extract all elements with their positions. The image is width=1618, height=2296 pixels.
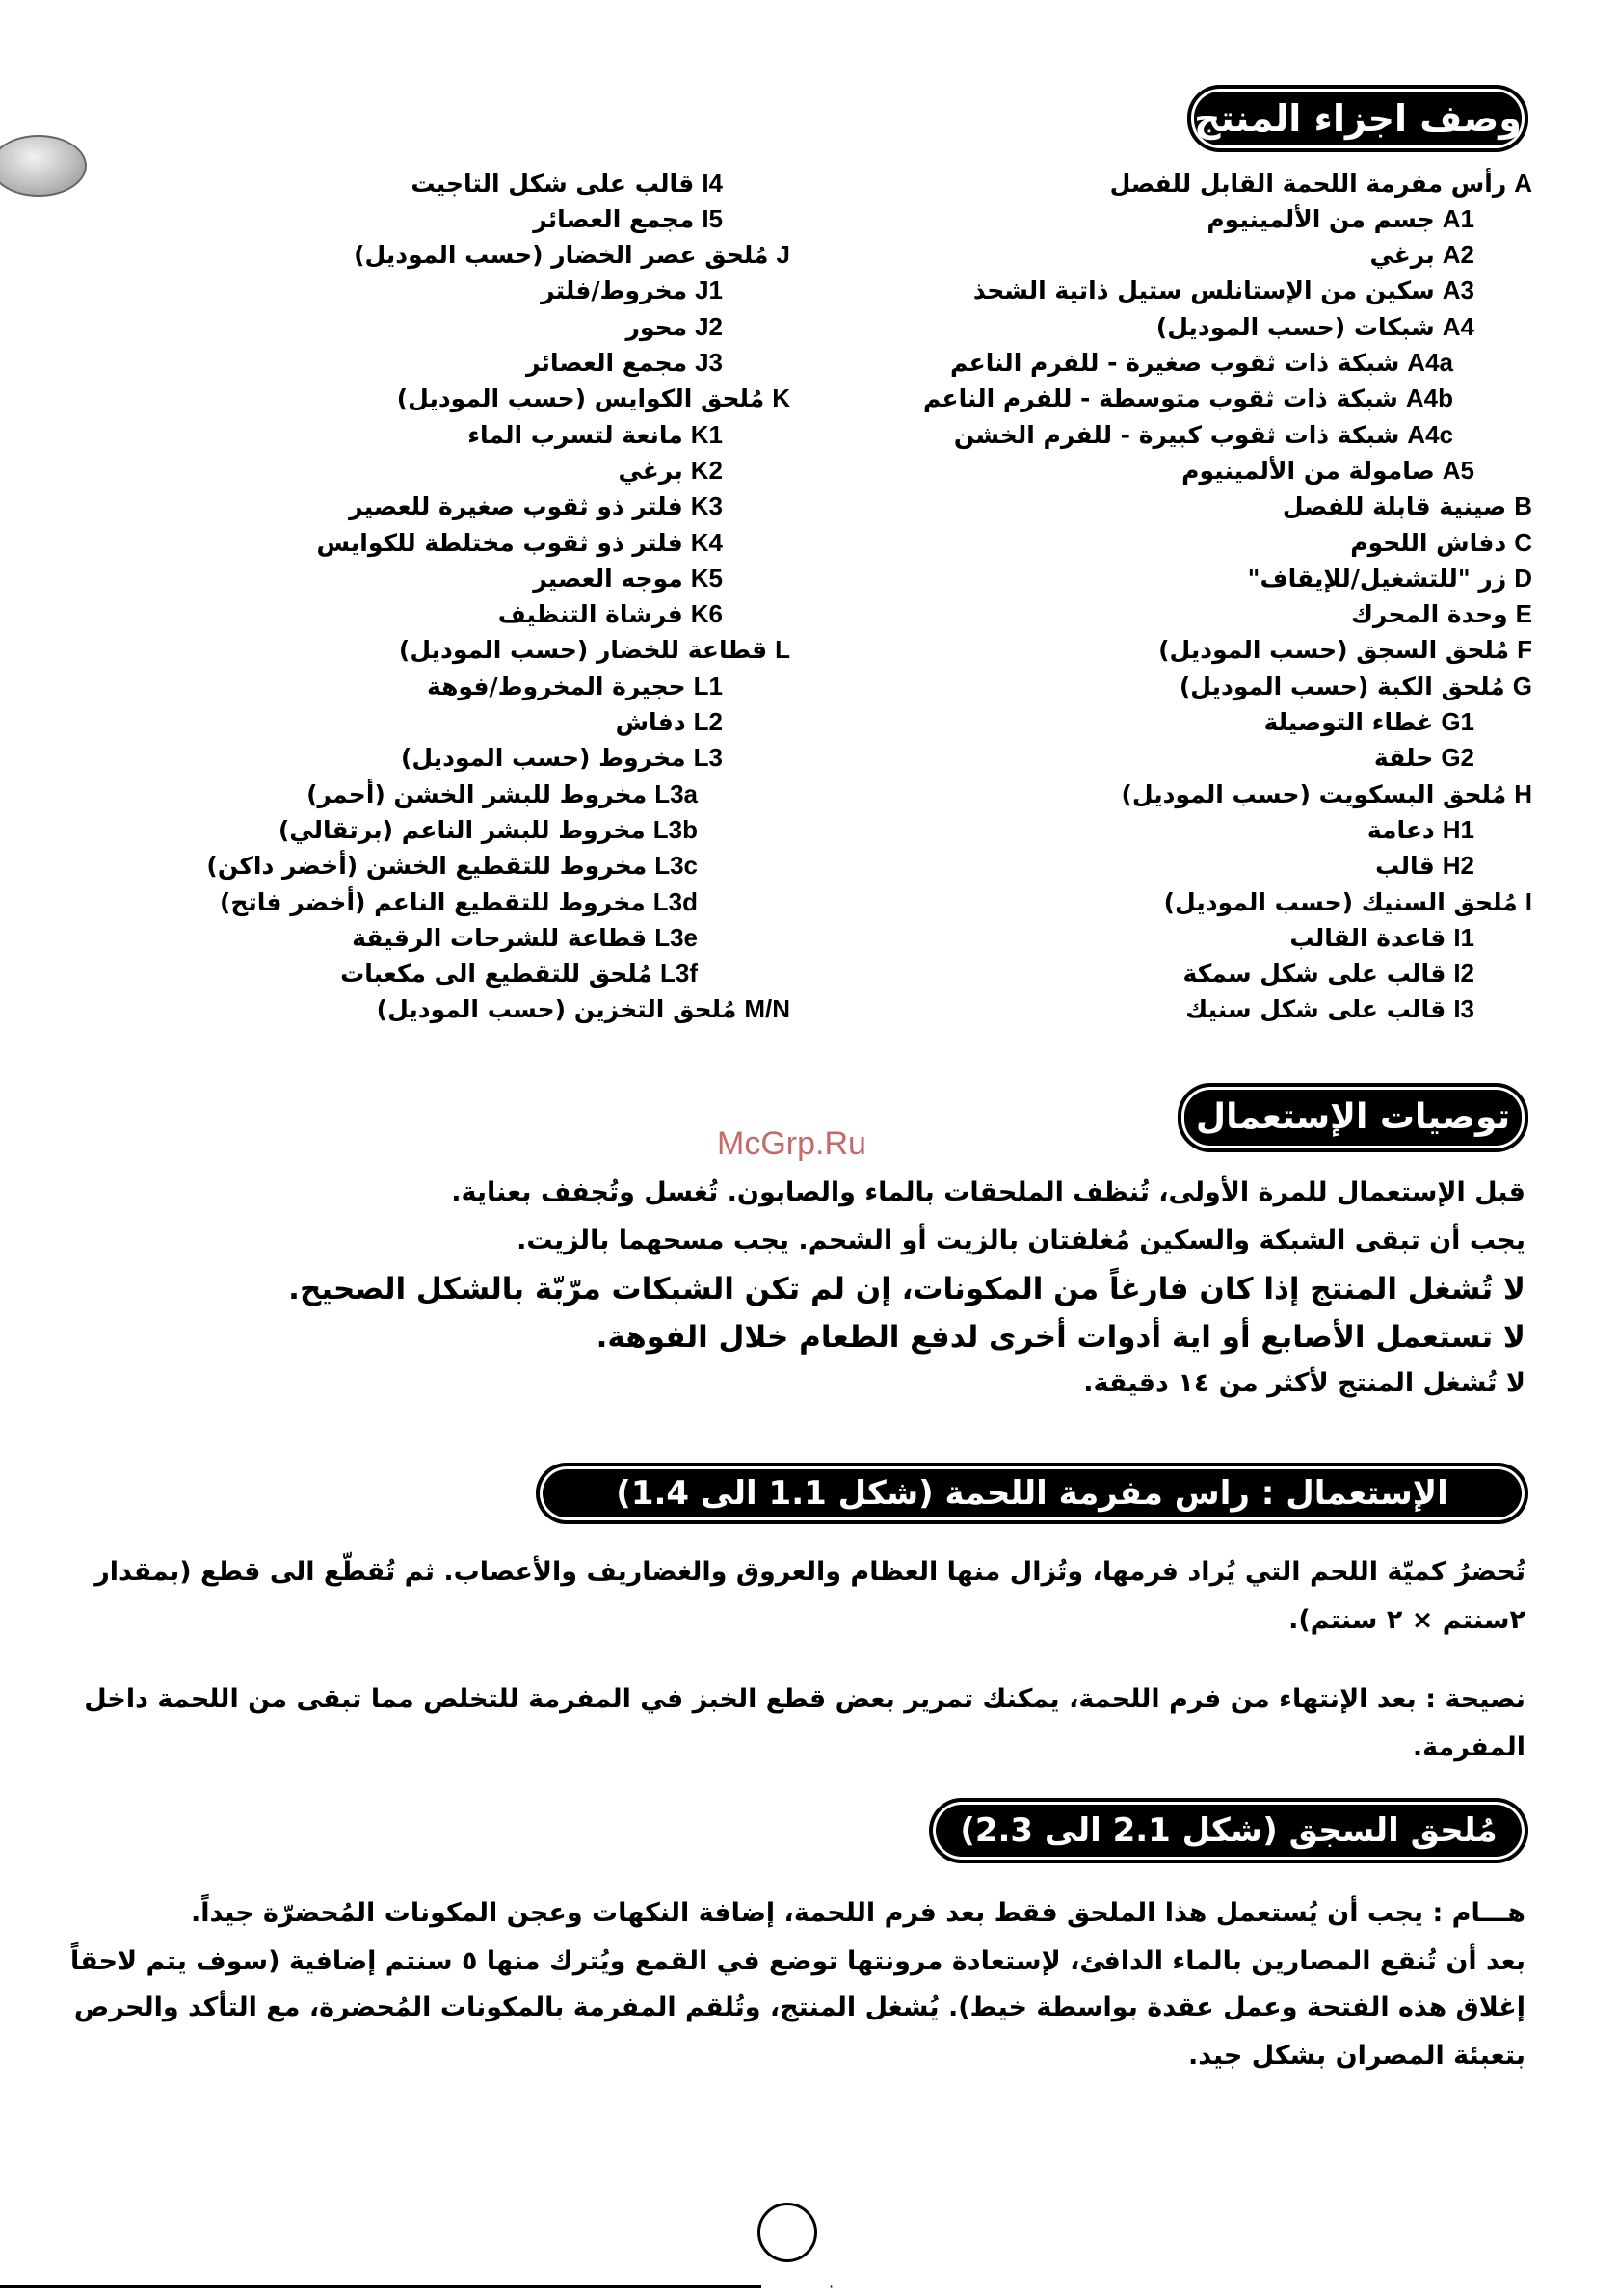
part-item (1375, 849, 1474, 884)
part-item (354, 238, 790, 273)
part-description: دفاش اللحوم (1350, 528, 1507, 557)
part-item (1289, 920, 1474, 955)
part-item (427, 669, 723, 703)
part-description: قالب على شكل التاجيت (411, 169, 695, 198)
section-title-recommendations: توصيات الإستعمال (1178, 1083, 1528, 1152)
part-code: I2 (1453, 959, 1474, 989)
usage-paragraph-line: ٢سنتم × ٢ سنتم). (1288, 1605, 1525, 1635)
part-item (206, 849, 698, 884)
part-item (220, 884, 698, 919)
part-code: M/N (744, 994, 790, 1024)
part-code: L3c (654, 851, 698, 881)
part-code: J1 (695, 276, 723, 305)
part-description: شبكة ذات ثقوب صغيرة - للفرم الناعم (950, 349, 1400, 377)
section-title-sausage: مُلحق السجق (شكل 2.1 الى 2.3) (929, 1798, 1528, 1863)
part-description: قالب (1375, 852, 1435, 881)
part-code: L1 (693, 671, 723, 700)
part-code: I (1525, 886, 1532, 916)
part-code: A5 (1442, 455, 1474, 485)
part-description: مُلحق الكوايس (حسب الموديل) (396, 384, 765, 413)
part-item (923, 382, 1453, 416)
part-code: I1 (1453, 922, 1474, 952)
part-code: E (1515, 599, 1532, 629)
recommendation-line: لا تُشغل المنتج لأكثر من ١٤ دقيقة. (1083, 1368, 1525, 1398)
part-item (317, 525, 723, 560)
part-code: L3f (660, 959, 698, 989)
part-description: برغي (1369, 241, 1435, 270)
part-description: مخروط للتقطيع الناعم (أخضر فاتح) (219, 887, 646, 916)
part-code: A4c (1407, 419, 1453, 449)
part-item (1207, 201, 1474, 236)
part-description: حجيرة المخروط/فوهة (426, 672, 686, 700)
section-title-parts: وصف اجزاء المنتج (1187, 85, 1528, 152)
part-item (1350, 525, 1532, 560)
part-item (526, 346, 723, 381)
part-description: مجمع العصائر (526, 349, 688, 377)
part-item (377, 992, 790, 1027)
part-description: رأس مفرمة اللحمة القابل للفصل (1109, 169, 1507, 198)
part-code: A3 (1442, 276, 1474, 305)
part-item (349, 489, 723, 524)
part-item (352, 920, 698, 955)
part-item (1156, 309, 1474, 344)
part-code: L3d (652, 886, 698, 916)
part-code: L3e (654, 922, 698, 952)
part-code: A4b (1405, 383, 1453, 413)
part-description: مخروط/فلتر (541, 277, 688, 305)
part-code: I4 (702, 168, 723, 198)
part-code: A1 (1442, 203, 1474, 233)
part-description: شبكة ذات ثقوب كبيرة - للفرم الخشن (953, 420, 1400, 449)
sausage-paragraph-line: إغلاق هذه الفتحة وعمل عقدة بواسطة خيط). يُشغل المنتج، وتُلقم المفرمة بالمكونات المُحضرة، مع التأكد والحرص (73, 1993, 1525, 2022)
part-description: موجه العصير (533, 564, 683, 593)
part-code: C (1514, 527, 1532, 557)
part-description: قالب على شكل سنيك (1185, 995, 1446, 1024)
part-code: K (772, 383, 790, 413)
part-item (1180, 669, 1532, 703)
part-description: دفاش (615, 708, 686, 736)
part-item (533, 201, 723, 236)
part-item (306, 777, 698, 811)
part-item (340, 957, 698, 991)
part-description: مخروط للتقطيع الخشن (أخضر داكن) (206, 852, 648, 881)
part-description: مخروط للبشر الخشن (أحمر) (306, 779, 648, 808)
parts-list-right (867, 166, 1532, 1052)
part-description: مُلحق السجق (حسب الموديل) (1158, 636, 1510, 665)
usage-tip-line: نصيحة : بعد الإنتهاء من فرم اللحمة، يمكنك تمرير بعض قطع الخبز في المفرمة للتخلص مما تبقى من اللحمة داخل (84, 1684, 1525, 1714)
bottom-rule (0, 2285, 761, 2288)
bottom-mark: · (829, 2278, 835, 2296)
part-description: مُلحق التخزين (حسب الموديل) (376, 995, 737, 1024)
part-description: برغي (618, 456, 683, 485)
part-item (541, 274, 723, 308)
part-item (1248, 561, 1533, 595)
part-item (950, 346, 1453, 381)
part-code: I5 (702, 203, 723, 233)
parts-list-left (173, 166, 790, 1052)
part-item (401, 741, 723, 776)
part-item (616, 705, 723, 740)
part-code: G1 (1441, 707, 1474, 736)
part-item (1374, 741, 1474, 776)
part-description: سكين من الإستانلس ستيل ذاتية الشحذ (972, 277, 1435, 305)
part-description: شبكات (حسب الموديل) (1155, 312, 1435, 341)
part-code: G (1512, 671, 1532, 700)
part-description: صامولة من الألمينيوم (1181, 456, 1435, 485)
part-description: جسم من الألمينيوم (1207, 204, 1435, 233)
part-description: مانعة لتسرب الماء (467, 420, 683, 449)
part-code: L3b (652, 814, 698, 844)
part-item (279, 812, 698, 847)
part-description: دعامة (1366, 815, 1435, 844)
part-description: شبكة ذات ثقوب متوسطة - للفرم الناعم (922, 384, 1398, 413)
part-description: فلتر ذو ثقوب مختلطة للكوايس (316, 528, 683, 557)
part-description: وحدة المحرك (1350, 600, 1508, 629)
part-item (1158, 633, 1532, 668)
part-code: L2 (693, 707, 723, 736)
part-code: A2 (1442, 240, 1474, 270)
part-code: K5 (690, 563, 723, 593)
part-code: J3 (695, 348, 723, 377)
recommendation-warning: لا تستعمل الأصابع أو اية أدوات أخرى لدفع الطعام خلال الفوهة. (596, 1320, 1525, 1355)
part-code: B (1514, 491, 1532, 521)
part-item (1367, 812, 1474, 847)
part-description: قطاعة للشرحات الرقيقة (352, 923, 648, 952)
part-item (1351, 597, 1532, 632)
part-description: صينية قابلة للفصل (1282, 492, 1507, 521)
part-item (954, 417, 1453, 452)
part-code: J (776, 240, 790, 270)
part-description: مُلحق عصر الخضار (حسب الموديل) (354, 241, 769, 270)
part-item (1185, 992, 1474, 1027)
part-description: قاعدة القالب (1289, 923, 1446, 952)
watermark-text: McGrp.Ru (717, 1125, 866, 1162)
part-description: محور (625, 312, 688, 341)
part-item (1122, 777, 1533, 811)
part-description: مُلحق السنيك (حسب الموديل) (1163, 887, 1518, 916)
part-code: K1 (690, 419, 723, 449)
part-item (1263, 705, 1474, 740)
part-code: K6 (690, 599, 723, 629)
part-code: H1 (1442, 814, 1474, 844)
recommendation-warning: لا تُشغل المنتج إذا كان فارغاً من المكونات، إن لم تكن الشبكات مرّبّة بالشكل الصحيح. (288, 1272, 1525, 1306)
part-code: G2 (1441, 743, 1474, 773)
part-code: L3 (693, 743, 723, 773)
part-item (1283, 489, 1532, 524)
page-number-circle (757, 2203, 817, 2262)
section-title-usage: الإستعمال : راس مفرمة اللحمة (شكل 1.1 الى 1.4) (536, 1463, 1528, 1524)
part-item (973, 274, 1474, 308)
part-item (1110, 166, 1532, 200)
part-code: J2 (695, 311, 723, 341)
part-item (498, 597, 723, 632)
usage-tip-line: المفرمة. (1412, 1732, 1525, 1762)
part-description: غطاء التوصيلة (1263, 708, 1434, 736)
part-item (533, 561, 723, 595)
sausage-paragraph-line: بعد أن تُنقع المصارين بالماء الدافئ، لإستعادة مرونتها توضع في القمع ويُترك منها ٥ سنتم إضافية (سوف يتم لاحقاً (70, 1946, 1525, 1976)
part-description: قالب على شكل سمكة (1182, 960, 1446, 989)
part-code: A4a (1407, 348, 1453, 377)
part-code: K4 (690, 527, 723, 557)
part-code: H2 (1442, 851, 1474, 881)
part-description: قطاعة للخضار (حسب الموديل) (398, 636, 768, 665)
sausage-paragraph-line: بتعبئة المصران بشكل جيد. (1188, 2041, 1525, 2071)
part-item (618, 453, 723, 488)
part-description: مُلحق للتقطيع الى مكعبات (340, 960, 652, 989)
part-description: مجمع العصائر (533, 204, 695, 233)
sausage-paragraph-line: هـــام : يجب أن يُستعمل هذا الملحق فقط بعد فرم اللحمة، إضافة النكهات وعجن المكونات المُحضرّة جيداً. (191, 1898, 1525, 1928)
part-item (626, 309, 723, 344)
part-description: مُلحق البسكويت (حسب الموديل) (1121, 779, 1507, 808)
part-code: L3a (654, 779, 698, 808)
part-code: A (1514, 168, 1532, 198)
recommendation-line: قبل الإستعمال للمرة الأولى، تُنظف الملحقات بالماء والصابون. تُغسل وتُجفف بعناية. (451, 1177, 1525, 1207)
part-item (1181, 453, 1474, 488)
part-item (1164, 884, 1532, 919)
part-item (411, 166, 723, 200)
part-item (467, 417, 723, 452)
part-item (397, 382, 790, 416)
usage-paragraph-line: تُحضرُ كميّة اللحم التي يُراد فرمها، وتُزال منها العظام والعروق والغضاريف والأعصاب. ثم تُقطّع الى قطع (بمقدار (94, 1557, 1525, 1587)
part-code: I3 (1453, 994, 1474, 1024)
part-code: K2 (690, 455, 723, 485)
part-description: مخروط (حسب الموديل) (401, 744, 686, 773)
part-description: فرشاة التنظيف (497, 600, 683, 629)
part-description: فلتر ذو ثقوب صغيرة للعصير (349, 492, 683, 521)
recommendation-line: يجب أن تبقى الشبكة والسكين مُغلفتان بالزيت أو الشحم. يجب مسحهما بالزيت. (517, 1226, 1525, 1255)
part-code: F (1517, 635, 1532, 665)
part-description: مخروط للبشر الناعم (برتقالي) (278, 815, 646, 844)
part-description: زر "للتشغيل/للإيقاف" (1247, 564, 1507, 593)
part-code: K3 (690, 491, 723, 521)
part-item (1369, 238, 1474, 273)
part-item (1183, 957, 1474, 991)
part-code: D (1514, 563, 1532, 593)
part-code: A4 (1442, 311, 1474, 341)
part-description: مُلحق الكبة (حسب الموديل) (1179, 672, 1505, 700)
part-code: H (1514, 779, 1532, 808)
page-tab-marker (0, 135, 87, 197)
part-code: L (775, 635, 790, 665)
part-item (399, 633, 790, 668)
part-description: حلقة (1373, 744, 1434, 773)
